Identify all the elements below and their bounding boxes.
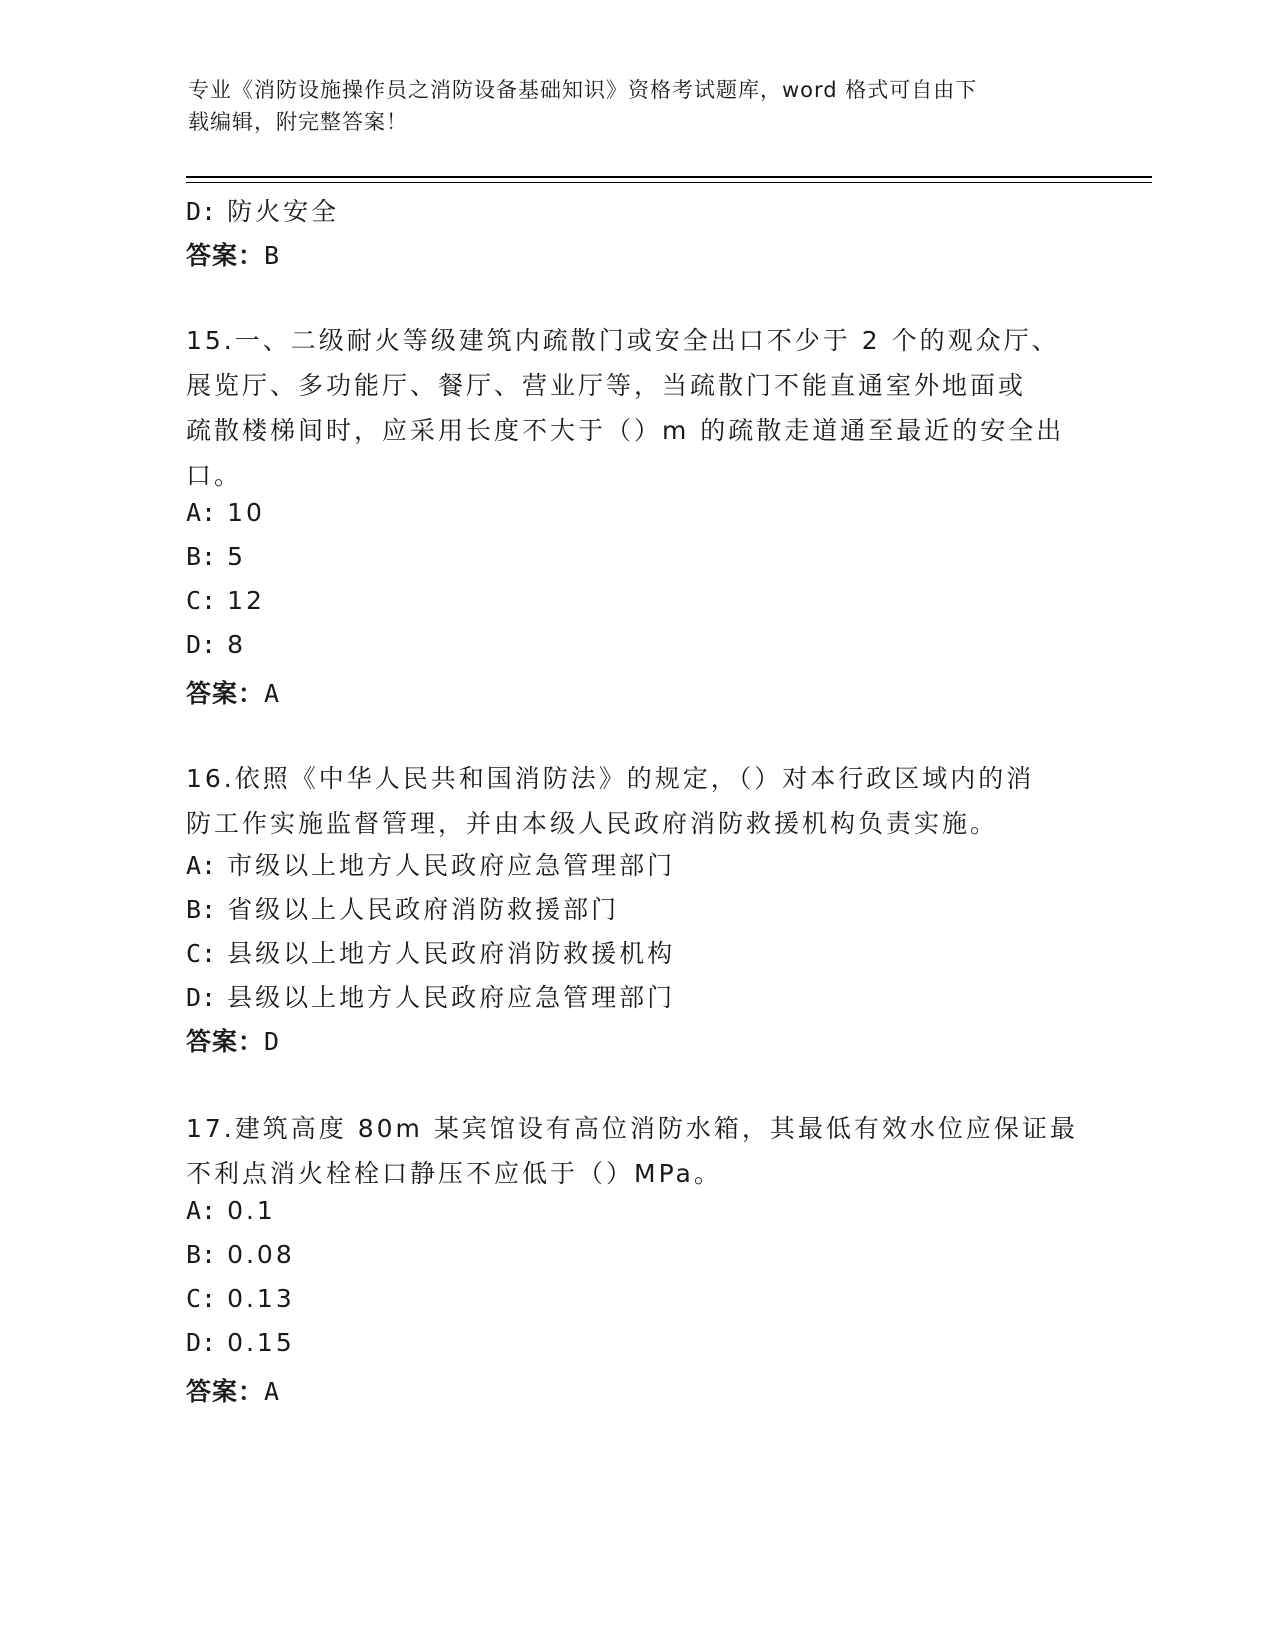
question-line: 16.依照《中华人民共和国消防法》的规定，（）对本行政区域内的消 (186, 764, 1035, 793)
question-15-answer: 答案：A (186, 679, 281, 708)
answer-label: 答案： (186, 241, 265, 270)
question-17-answer: 答案：A (186, 1377, 281, 1406)
question-line: 展览厅、多功能厅、餐厅、营业厅等，当疏散门不能直通室外地面或 (186, 371, 1027, 400)
question-16-option-b: B: 省级以上人民政府消防救援部门 (186, 895, 620, 924)
question-line: 口。 (186, 461, 243, 490)
question-line: 不利点消火栓栓口静压不应低于（）MPa。 (186, 1159, 722, 1188)
question-number: 15. (186, 326, 235, 355)
question-16-answer: 答案：D (186, 1027, 281, 1056)
question-15-text (186, 318, 1086, 498)
question-17-text (186, 1106, 1086, 1196)
question-line: 疏散楼梯间时，应采用长度不大于（）m 的疏散走道通至最近的安全出 (186, 416, 1065, 445)
option-text: 防火安全 (227, 197, 340, 226)
answer-value: B (264, 241, 281, 270)
question-17-option-d: D: 0.15 (186, 1328, 295, 1357)
header-rule-thin (186, 182, 1152, 183)
document-header (188, 74, 1088, 138)
option-label: D: (186, 197, 217, 226)
question-17-option-b: B: 0.08 (186, 1240, 295, 1269)
question-line: 防工作实施监督管理，并由本级人民政府消防救援机构负责实施。 (186, 809, 999, 838)
question-line: 15.一、二级耐火等级建筑内疏散门或安全出口不少于 2 个的观众厅、 (186, 326, 1060, 355)
header-line-2: 载编辑，附完整答案！ (188, 110, 408, 134)
question-16-text (186, 756, 1086, 846)
question-17-option-a: A: 0.1 (186, 1196, 276, 1225)
question-number: 16. (186, 764, 235, 793)
question-16-option-c: C: 县级以上地方人民政府消防救援机构 (186, 939, 676, 968)
question-line: 17.建筑高度 80m 某宾馆设有高位消防水箱，其最低有效水位应保证最 (186, 1114, 1078, 1143)
question-16-option-a: A: 市级以上地方人民政府应急管理部门 (186, 851, 676, 880)
prev-answer (186, 236, 280, 272)
question-15-option-b: B: 5 (186, 542, 246, 571)
header-line-1: 专业《消防设施操作员之消防设备基础知识》资格考试题库，word 格式可自由下 (188, 78, 978, 102)
question-15-option-c: C: 12 (186, 586, 265, 615)
question-15-option-a: A: 10 (186, 498, 265, 527)
prev-option-d (186, 192, 339, 228)
question-15-option-d: D: 8 (186, 630, 246, 659)
header-rule-thick (186, 176, 1152, 178)
question-17-option-c: C: 0.13 (186, 1284, 295, 1313)
question-number: 17. (186, 1114, 235, 1143)
question-16-option-d: D: 县级以上地方人民政府应急管理部门 (186, 983, 676, 1012)
